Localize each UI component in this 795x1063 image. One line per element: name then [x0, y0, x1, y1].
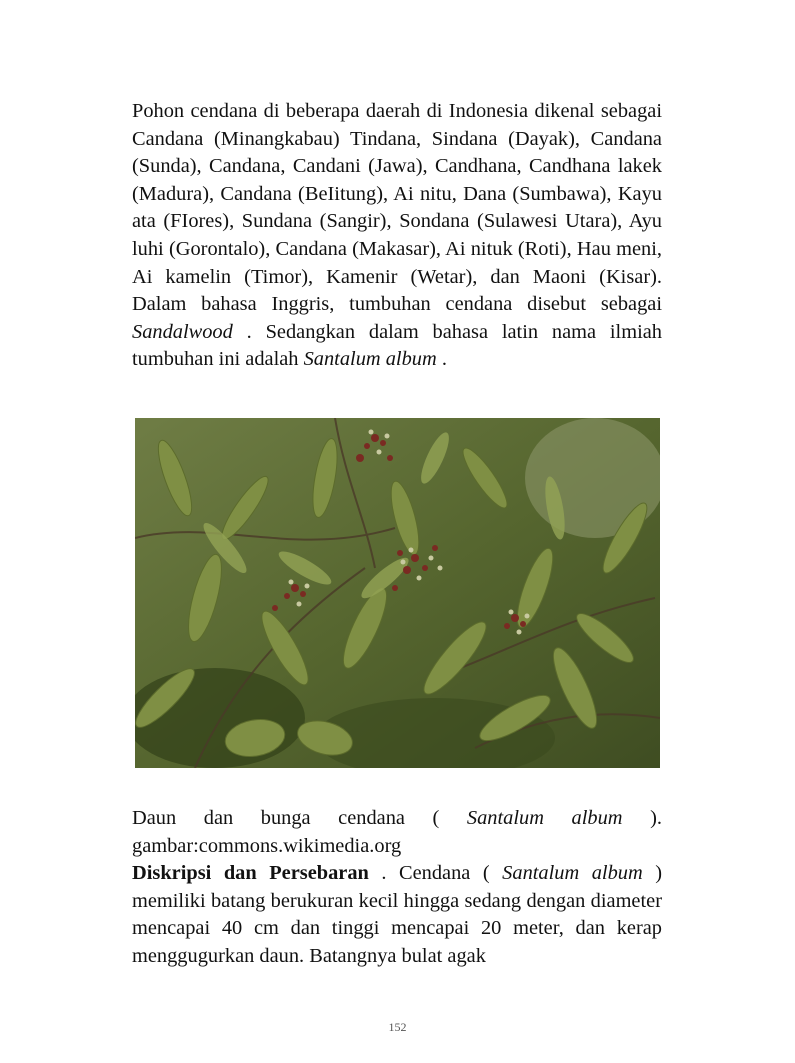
- caption-prefix: Daun dan bunga cendana (: [132, 807, 440, 829]
- caption-latin-name: Santalum album: [466, 807, 623, 829]
- description-paragraph: [132, 860, 662, 970]
- english-name: Sandalwood: [132, 320, 233, 343]
- intro-paragraph: [132, 98, 662, 374]
- intro-text: Pohon cendana di beberapa daerah di Indonesia dikenal sebagai Candana (Minangkabau) Tindana, Sindana (Dayak), Candana (Sunda), Candana, Candani (Jawa), Candhana, Candhana lakek (Madura), Candana (BeIitung), Ai nitu, Dana (Sumbawa), Kayu ata (FIores), Sundana (Sangir), Sondana (Sulawesi Utara), Ayu luhi (Gorontalo), Candana (Makasar), Ai nituk (Roti), Hau meni, Ai kamelin (Timor), Kamenir (Wetar), dan Maoni (Kisar). Dalam bahasa Inggris, tumbuhan cendana disebut sebagai: [132, 100, 662, 316]
- description-latin-name: Santalum album: [502, 862, 643, 884]
- figure-caption: [132, 805, 662, 860]
- section-heading: Diskripsi dan Persebaran: [132, 862, 369, 884]
- page-number: 152: [388, 1020, 407, 1034]
- intro-text-end: .: [441, 348, 447, 371]
- description-text-lead: . Cendana (: [381, 862, 490, 884]
- latin-name: Santalum album: [303, 348, 437, 371]
- sandalwood-photo: [135, 418, 660, 768]
- description-text: ) memiliki batang berukuran kecil hingga sedang dengan diameter mencapai 40 cm dan tinggi mencapai 20 meter, dan kerap menggugurkan daun. Batangnya bulat agak: [132, 862, 663, 967]
- intro-text-latin-lead: . Sedangkan dalam bahasa latin nama ilmiah tumbuhan ini adalah: [132, 320, 662, 371]
- caption-suffix: ). gambar:commons.wikimedia.org: [132, 807, 662, 857]
